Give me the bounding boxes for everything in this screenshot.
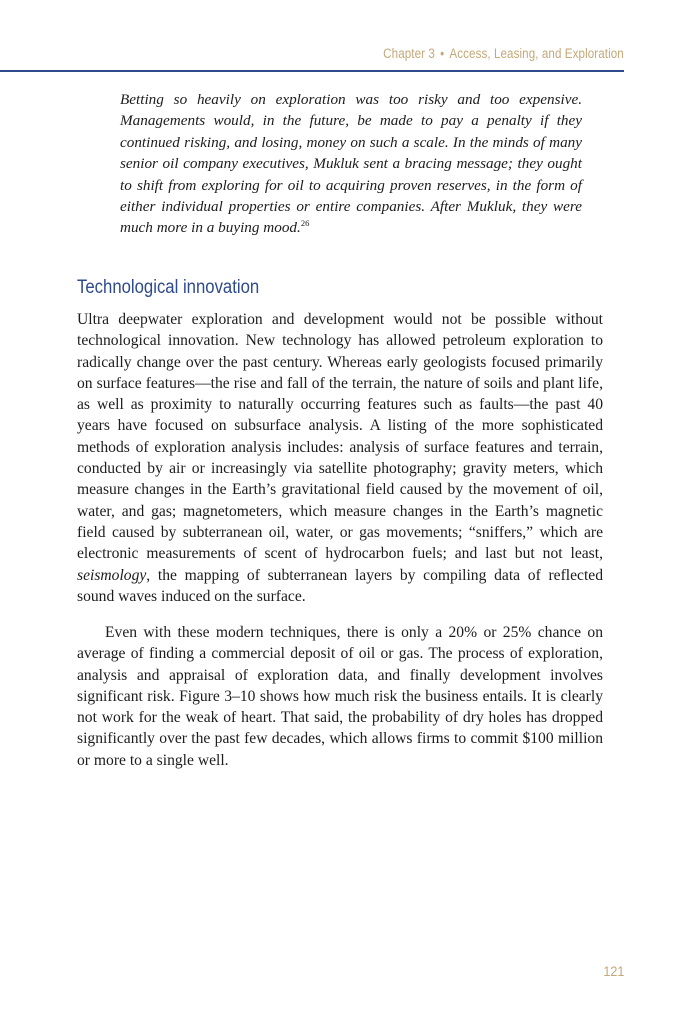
- block-quote: [120, 89, 582, 239]
- header-rule: [0, 70, 624, 72]
- section-heading: Technological innovation: [77, 277, 260, 298]
- bullet-separator: •: [440, 46, 445, 61]
- paragraph-1-text-end: , the mapping of subterranean layers by compiling data of reflected sound waves induced on the surface.: [77, 566, 603, 605]
- page-number: 121: [602, 963, 624, 979]
- body-paragraph-1: [77, 309, 603, 607]
- chapter-title: Access, Leasing, and Exploration: [449, 46, 624, 61]
- body-paragraph-2: Even with these modern techniques, there is only a 20% or 25% chance on average of finding a commercial deposit of oil or gas. The process of exploration, analysis and appraisal of exploration data, and finally development involves significant risk. Figure 3–10 shows how much risk the business entails. It is clearly not work for the weak of heart. That said, the probability of dry holes has dropped significantly over the past few decades, which allows firms to commit $100 million or more to a single well.: [77, 624, 603, 769]
- paragraph-1-emphasis: seismology: [77, 566, 147, 584]
- footnote-reference: 26: [300, 218, 310, 229]
- running-head: [383, 46, 624, 61]
- block-quote-text: Betting so heavily on exploration was too risky and too expensive. Managements would, in the future, be made to pay a penalty if they continued risking, and losing, money on such a scale. In the minds of many senior oil company executives, Mukluk sent a bracing message; they ought to shift from exploring for oil to acquiring proven reserves, in the form of either individual properties or entire companies. After Mukluk, they were much more in a buying mood.: [120, 91, 582, 237]
- paragraph-1-text: Ultra deepwater exploration and development would not be possible without technological innovation. New technology has allowed petroleum exploration to radically change over the past century. Whereas early geologists focused primarily on surface features—the rise and fall of the terrain, the nature of soils and plant life, as well as proximity to naturally occurring features such as faults—the past 40 years have focused on subsurface analysis. A listing of the more sophisticated methods of exploration analysis includes: analysis of surface features and terrain, conducted by air or increasingly via satellite photography; gravity meters, which measure changes in the Earth’s gravitational field caused by the movement of oil, water, and gas; magnetometers, which measure changes in the Earth’s magnetic field caused by subterranean oil, water, or gas movements; “sniffers,” which are electronic measurements of scent of hydrocarbon fuels; and last but not least,: [77, 311, 603, 563]
- chapter-label: Chapter 3: [383, 46, 436, 61]
